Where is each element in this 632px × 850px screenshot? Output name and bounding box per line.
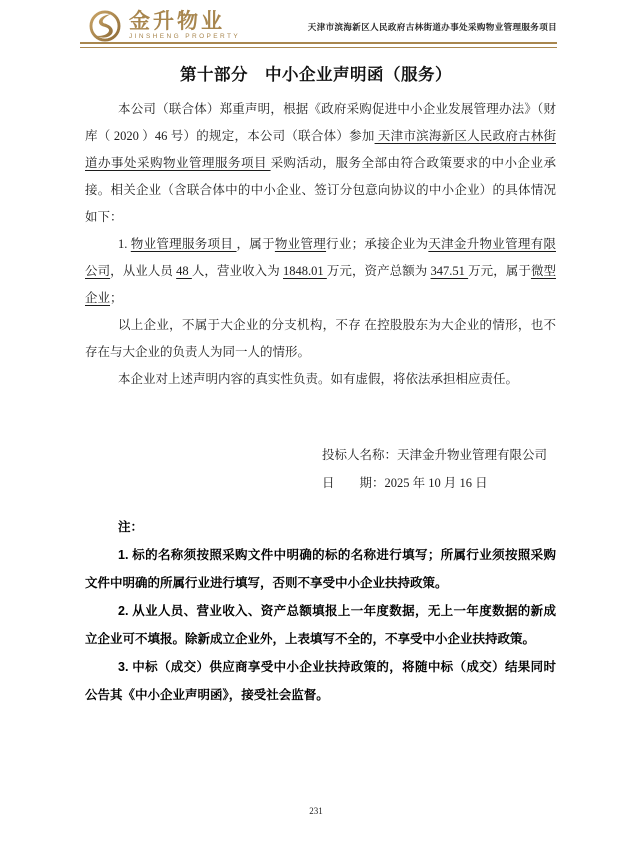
note-item: 1. 标的名称须按照采购文件中明确的标的名称进行填写；所属行业须按照采购文件中明确的所属行业进行填写，否则不享受中小企业扶持政策。 bbox=[85, 548, 556, 590]
header-rule-thick bbox=[80, 42, 557, 44]
date-label: 日 期： bbox=[322, 476, 385, 490]
underlined-field: 347.51 bbox=[430, 264, 469, 278]
paragraph-enterprise-info bbox=[85, 231, 556, 312]
text-segment: 人，营业收入为 bbox=[191, 264, 283, 278]
text-segment: 以上企业，不属于大企业的分支机构，不存 在控股股东为大企业的情形，也不存在与大企业的负责人为同一人的情形。 bbox=[85, 318, 556, 359]
paragraph-no-affiliation bbox=[85, 312, 556, 366]
paragraph-responsibility bbox=[85, 366, 556, 393]
underlined-field: 48 bbox=[176, 264, 192, 278]
text-segment: 本企业对上述声明内容的真实性负责。如有虚假，将依法承担相应责任。 bbox=[118, 372, 519, 386]
underlined-field: 天津市滨海新区人民政府古林街道办事处采购物业管理服务项目 bbox=[85, 129, 556, 170]
logo-wordmark bbox=[129, 11, 240, 41]
date-value: 2025 年 10 月 16 日 bbox=[384, 476, 488, 490]
note-item: 3. 中标（成交）供应商享受中小企业扶持政策的，将随中标（成交）结果同时公告其《中小企业声明函》，接受社会监督。 bbox=[85, 660, 556, 702]
text-segment: ，从业人员 bbox=[110, 264, 177, 278]
jinsheng-swirl-icon bbox=[88, 9, 122, 43]
note-item: 2. 从业人员、营业收入、资产总额填报上一年度数据，无上一年度数据的新成立企业可不填报。除新成立企业外，上表填写不全的，不享受中小企业扶持政策。 bbox=[85, 604, 556, 646]
text-segment: 1. bbox=[118, 237, 131, 251]
text-segment: 采购活动，服务全部由符合政策要求的中小企业承接。相关企业（含联合体中的中小企业、签订分包意向协议的中小企业）的具体情况如下： bbox=[85, 156, 556, 224]
underlined-field: 1848.01 bbox=[283, 264, 327, 278]
bidder-name-row bbox=[322, 441, 547, 469]
logo-subtitle: JINSHENG PROPERTY bbox=[129, 33, 241, 41]
signature-block bbox=[322, 441, 547, 497]
text-segment: 本公司（联合体）郑重声明，根据《政府采购促进中小企业发展管理办法》（财库（ 2020 ）46 号）的规定，本公司（联合体）参加 bbox=[85, 102, 556, 143]
declaration-body bbox=[85, 96, 556, 393]
bidder-name-value: 天津金升物业管理有限公司 bbox=[397, 448, 548, 462]
underlined-field: 天津金升物业管理有限公司 bbox=[85, 237, 556, 278]
date-row bbox=[322, 469, 547, 497]
paragraph-declaration bbox=[85, 96, 556, 231]
text-segment: 万元，属于 bbox=[468, 264, 531, 278]
text-segment: 行业；承接企业为 bbox=[326, 237, 429, 251]
company-logo bbox=[88, 9, 240, 43]
underlined-field: 物业管理 bbox=[274, 237, 327, 251]
page-title: 第十部分 中小企业声明函（服务） bbox=[180, 65, 452, 84]
page-number: 231 bbox=[309, 806, 323, 816]
notes-section bbox=[85, 513, 556, 709]
underlined-field: 微型企业 bbox=[85, 264, 557, 305]
text-segment: ； bbox=[110, 291, 123, 305]
text-segment: 万元，资产总额为 bbox=[326, 264, 431, 278]
underlined-field: 物业管理服务项目 bbox=[130, 237, 237, 251]
notes-heading: 注： bbox=[118, 520, 144, 534]
text-segment: ，属于 bbox=[236, 237, 275, 251]
header-project-title: 天津市滨海新区人民政府古林街道办事处采购物业管理服务项目 bbox=[307, 22, 557, 32]
logo-name: 金升物业 bbox=[129, 10, 225, 34]
header-rule-thin bbox=[80, 47, 557, 48]
bidder-name-label: 投标人名称： bbox=[322, 448, 398, 462]
